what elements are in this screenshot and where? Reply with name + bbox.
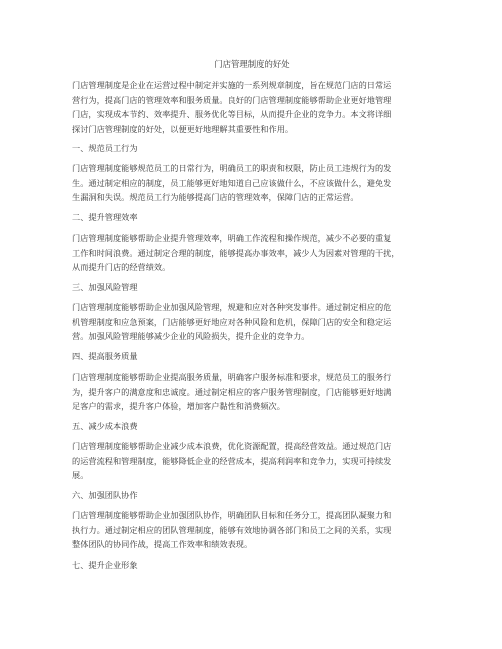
paragraph-line: 门店管理制度能够帮助企业减少成本浪费，优化资源配置，提高经营效益。通过规范门店	[72, 441, 392, 451]
paragraph-line: 门店，实现成本节约、效率提升、服务优化等目标，从而提升企业的竞争力。本文将详细	[72, 109, 392, 119]
paragraph-line: 营行为，提高门店的管理效率和服务质量。良好的门店管理制度能够帮助企业更好地管理	[72, 94, 392, 105]
section-heading	[72, 419, 432, 434]
section-heading-text: 三、加强风险管理	[72, 282, 138, 292]
section-paragraph	[72, 370, 432, 414]
paragraph-line: 从而提升门店的经营绩效。	[72, 262, 171, 272]
section-paragraph	[72, 439, 432, 483]
document-title: 门店管理制度的好处	[214, 59, 290, 69]
paragraph-line: 门店管理制度能够帮助企业提高服务质量，明确客户服务标准和要求，规范员工的服务行	[72, 372, 392, 382]
section-heading	[72, 141, 432, 156]
section-heading-text: 一、规范员工行为	[72, 143, 138, 153]
section-heading	[72, 349, 432, 364]
section-heading-text: 二、提升管理效率	[72, 212, 138, 222]
paragraph-line: 足客户的需求，提升客户体验，增加客户黏性和消费频次。	[72, 401, 285, 411]
section-heading-text: 六、加强团队协作	[72, 490, 138, 500]
paragraph-line: 为，提升客户的满意度和忠诚度。通过制定相应的客户服务管理制度，门店能够更好地满	[72, 386, 392, 397]
paragraph-line: 门店管理制度能够帮助企业加强风险管理，规避和应对各种突发事件。通过制定相应的危	[72, 302, 392, 312]
section-heading	[72, 280, 432, 295]
paragraph-line: 工作和时间浪费。通过制定合理的制度，能够提高办事效率，减少人为因素对管理的干扰，	[72, 247, 400, 258]
section-heading	[72, 488, 432, 503]
paragraph-line: 的运营流程和管理制度，能够降低企业的经营成本，提高利润率和竞争力，实现可持续发	[72, 455, 392, 466]
paragraph-line: 生漏洞和失误。规范员工行为能够提高门店的管理效率，保障门店的正常运营。	[72, 192, 359, 202]
paragraph-line: 执行力。通过制定相应的团队管理制度，能够有效地协调各部门和员工之间的关系，实现	[72, 524, 392, 535]
paragraph-line: 整体团队的协同作战，提高工作效率和绩效表现。	[72, 539, 253, 549]
section-paragraph	[72, 161, 432, 205]
paragraph-line: 门店管理制度能够帮助企业提升管理效率，明确工作流程和操作规范，减少不必要的重复	[72, 233, 392, 243]
section-paragraph	[72, 300, 432, 344]
section-heading	[72, 210, 432, 225]
paragraph-line: 门店管理制度是企业在运营过程中制定并实施的一系列规章制度，旨在规范门店的日常运	[72, 80, 392, 90]
section-heading-text: 四、提高服务质量	[72, 351, 138, 361]
paragraph-line: 生。通过制定相应的制度，员工能够更好地知道自己应该做什么，不应该做什么，避免发	[72, 177, 392, 188]
paragraph-line: 门店管理制度能够规范员工的日常行为，明确员工的职责和权限，防止员工违规行为的发	[72, 163, 392, 173]
paragraph-line: 探讨门店管理制度的好处，以便更好地理解其重要性和作用。	[72, 123, 294, 134]
paragraph-line: 机管理制度和应急预案，门店能够更好地应对各种风险和危机，保障门店的安全和稳定运	[72, 316, 392, 327]
section-heading-text: 七、提升企业形象	[72, 560, 138, 570]
intro-paragraph	[72, 78, 432, 136]
section-paragraph	[72, 508, 432, 552]
paragraph-line: 营。加强风险管理能够减少企业的风险损失，提升企业的竞争力。	[72, 331, 310, 341]
section-heading	[72, 558, 432, 573]
section-heading-text: 五、减少成本浪费	[72, 421, 138, 431]
paragraph-line: 展。	[72, 470, 89, 480]
paragraph-line: 门店管理制度能够帮助企业加强团队协作，明确团队目标和任务分工，提高团队凝聚力和	[72, 510, 392, 520]
section-paragraph	[72, 231, 432, 275]
